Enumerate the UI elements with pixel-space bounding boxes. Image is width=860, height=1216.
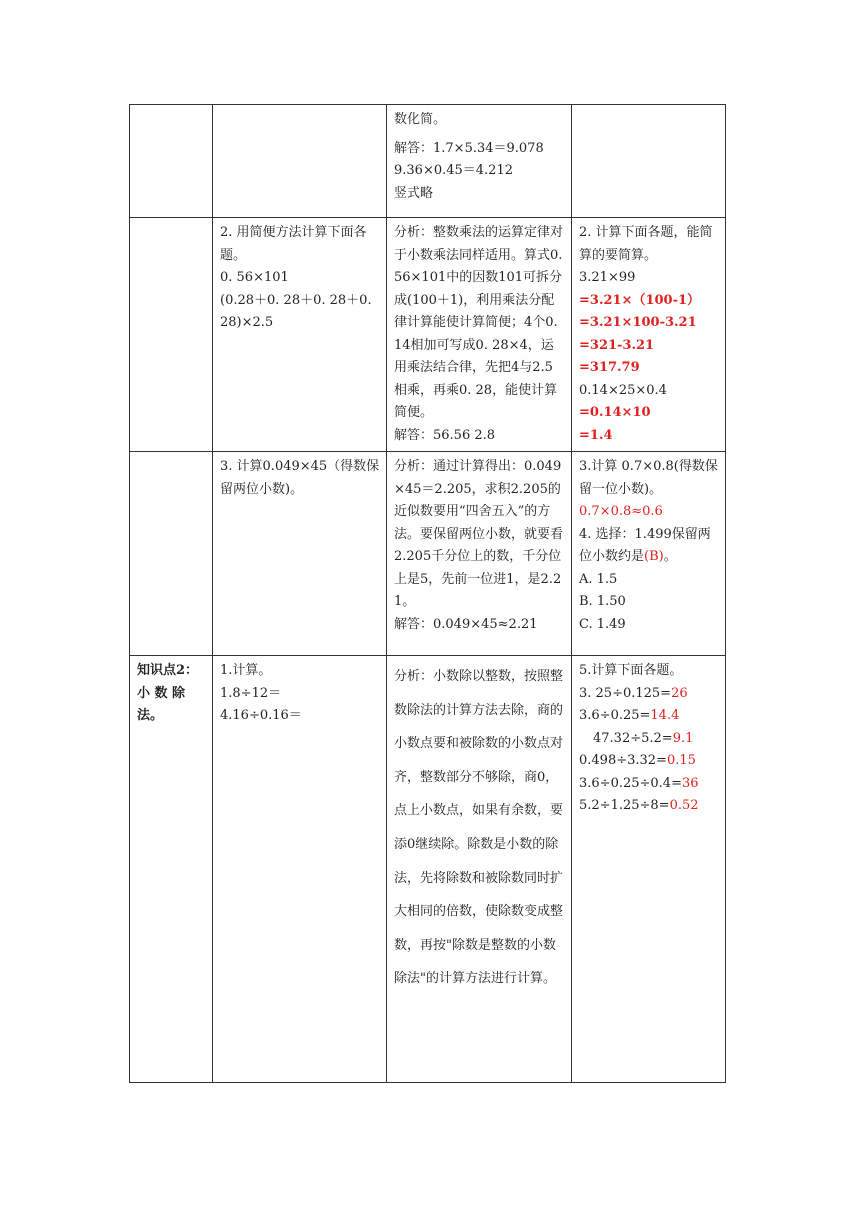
- practice-item: [579, 728, 719, 751]
- option-item: B. 1.50: [579, 594, 626, 609]
- practice-answer: 36: [681, 775, 699, 791]
- analysis-text: 分析：整数乘法的运算定律对于小数乘法同样适用。算式0.56×101中的因数101可拆分成(100＋1)，利用乘法分配律计算能使计算简便；4个0.14相加可写成0. 28×4，运用乘法结合律，先把4与2.5相乘，再乘0. 28，能使计算简便。: [394, 225, 564, 420]
- choice-answer: (B): [644, 549, 664, 564]
- practice-cell: [572, 105, 726, 218]
- practice-cell: [572, 452, 726, 656]
- practice-step: =317.79: [579, 360, 640, 375]
- practice-step: =1.4: [579, 427, 613, 443]
- table-row: [130, 105, 726, 218]
- exercise-item: 1.8÷12＝: [220, 685, 282, 701]
- exercise-title: 2. 用简便方法计算下面各题。: [220, 225, 367, 263]
- practice-item: [579, 750, 719, 773]
- exercise-cell: [213, 218, 387, 452]
- knowledge-cell: [130, 218, 213, 452]
- knowledge-point-title: 小 数 除: [137, 685, 186, 701]
- question-suffix: 。: [663, 549, 677, 564]
- practice-line: 0.14×25×0.4: [579, 382, 667, 398]
- practice-question: 0.498÷3.32=: [579, 753, 667, 768]
- practice-cell: [572, 218, 726, 452]
- practice-title: 5.计算下面各题。: [579, 663, 683, 678]
- practice-step: =321-3.21: [579, 337, 655, 353]
- practice-answer: 9.1: [672, 730, 694, 746]
- exercise-cell: [213, 656, 387, 1083]
- practice-answer: 0.7×0.8≈0.6: [579, 504, 663, 519]
- practice-question: 47.32÷5.2=: [593, 730, 673, 746]
- exercise-cell: [213, 105, 387, 218]
- analysis-text: 分析：小数除以整数，按照整数除法的计算方法去除，商的小数点要和被除数的小数点对齐，整数部分不够除，商0，点上小数点，如果有余数，要添0继续除。除数是小数的除法，先将除数和被除数同时扩大相同的倍数，使除数变成整数，再按"除数是整数的小数除法"的计算方法进行计算。: [394, 669, 564, 987]
- answer-line: 解答：0.049×45≈2.21: [394, 616, 538, 632]
- practice-question: 5.2÷1.25÷8=: [579, 798, 670, 813]
- practice-question: 3.6÷0.25÷0.4=: [579, 775, 682, 791]
- answer-line: 9.36×0.45＝4.212: [394, 163, 513, 178]
- practice-item: [579, 795, 719, 818]
- practice-answer: 0.15: [666, 753, 696, 768]
- exercise-item: (0.28＋0. 28＋0. 28＋0. 28)×2.5: [220, 292, 376, 330]
- analysis-cell: [387, 105, 572, 218]
- practice-answer: 14.4: [650, 708, 680, 723]
- exercise-title: 3. 计算0.049×45（得数保留两位小数)。: [220, 459, 380, 497]
- option-item: A. 1.5: [579, 571, 618, 587]
- lesson-table: [129, 104, 726, 1083]
- practice-question: 3.6÷0.25=: [579, 708, 651, 723]
- knowledge-cell: [130, 105, 213, 218]
- table-row: [130, 452, 726, 656]
- analysis-text: 分析：通过计算得出：0.049×45＝2.205，求积2.205的近似数要用“四舍五入”的方法。要保留两位小数，就要看2.205千分位上的数，千分位上是5，先前一位进1，是2.21。: [394, 459, 564, 609]
- practice-item: [579, 773, 719, 796]
- exercise-item: 4.16÷0.16＝: [220, 708, 302, 723]
- practice-question: 3. 25÷0.125=: [579, 685, 672, 701]
- analysis-cell: [387, 452, 572, 656]
- practice-step: =3.21×100-3.21: [579, 315, 697, 330]
- practice-question: 3.计算 0.7×0.8(得数保留一位小数)。: [579, 459, 718, 497]
- option-item: C. 1.49: [579, 616, 626, 632]
- practice-line: 3.21×99: [579, 270, 636, 285]
- practice-question: [579, 524, 719, 569]
- practice-answer: 26: [671, 685, 688, 701]
- knowledge-point-title: 法。: [137, 708, 164, 723]
- analysis-cell: [387, 656, 572, 1083]
- answer-line: 竖式略: [394, 185, 434, 201]
- table-row: [130, 218, 726, 452]
- exercise-cell: [213, 452, 387, 656]
- question-text: 4. 选择：1.499保留两位小数约是: [579, 526, 711, 564]
- knowledge-cell: [130, 656, 213, 1083]
- practice-step: =0.14×10: [579, 405, 651, 420]
- answer-line: 解答：1.7×5.34＝9.078: [394, 140, 544, 156]
- answer-line: 解答：56.56 2.8: [394, 427, 496, 443]
- practice-title: 2. 计算下面各题，能简算的要简算。: [579, 225, 713, 263]
- exercise-title: 1.计算。: [220, 663, 272, 678]
- practice-step: =3.21×（100-1）: [579, 292, 701, 308]
- practice-item: [579, 683, 719, 706]
- practice-answer: 0.52: [669, 798, 699, 813]
- practice-cell: [572, 656, 726, 1083]
- analysis-cell: [387, 218, 572, 452]
- analysis-line: 数化简。: [394, 112, 447, 127]
- practice-item: [579, 705, 719, 728]
- exercise-item: 0. 56×101: [220, 270, 289, 285]
- knowledge-cell: [130, 452, 213, 656]
- table-row: [130, 656, 726, 1083]
- knowledge-point-label: 知识点2：: [137, 663, 199, 678]
